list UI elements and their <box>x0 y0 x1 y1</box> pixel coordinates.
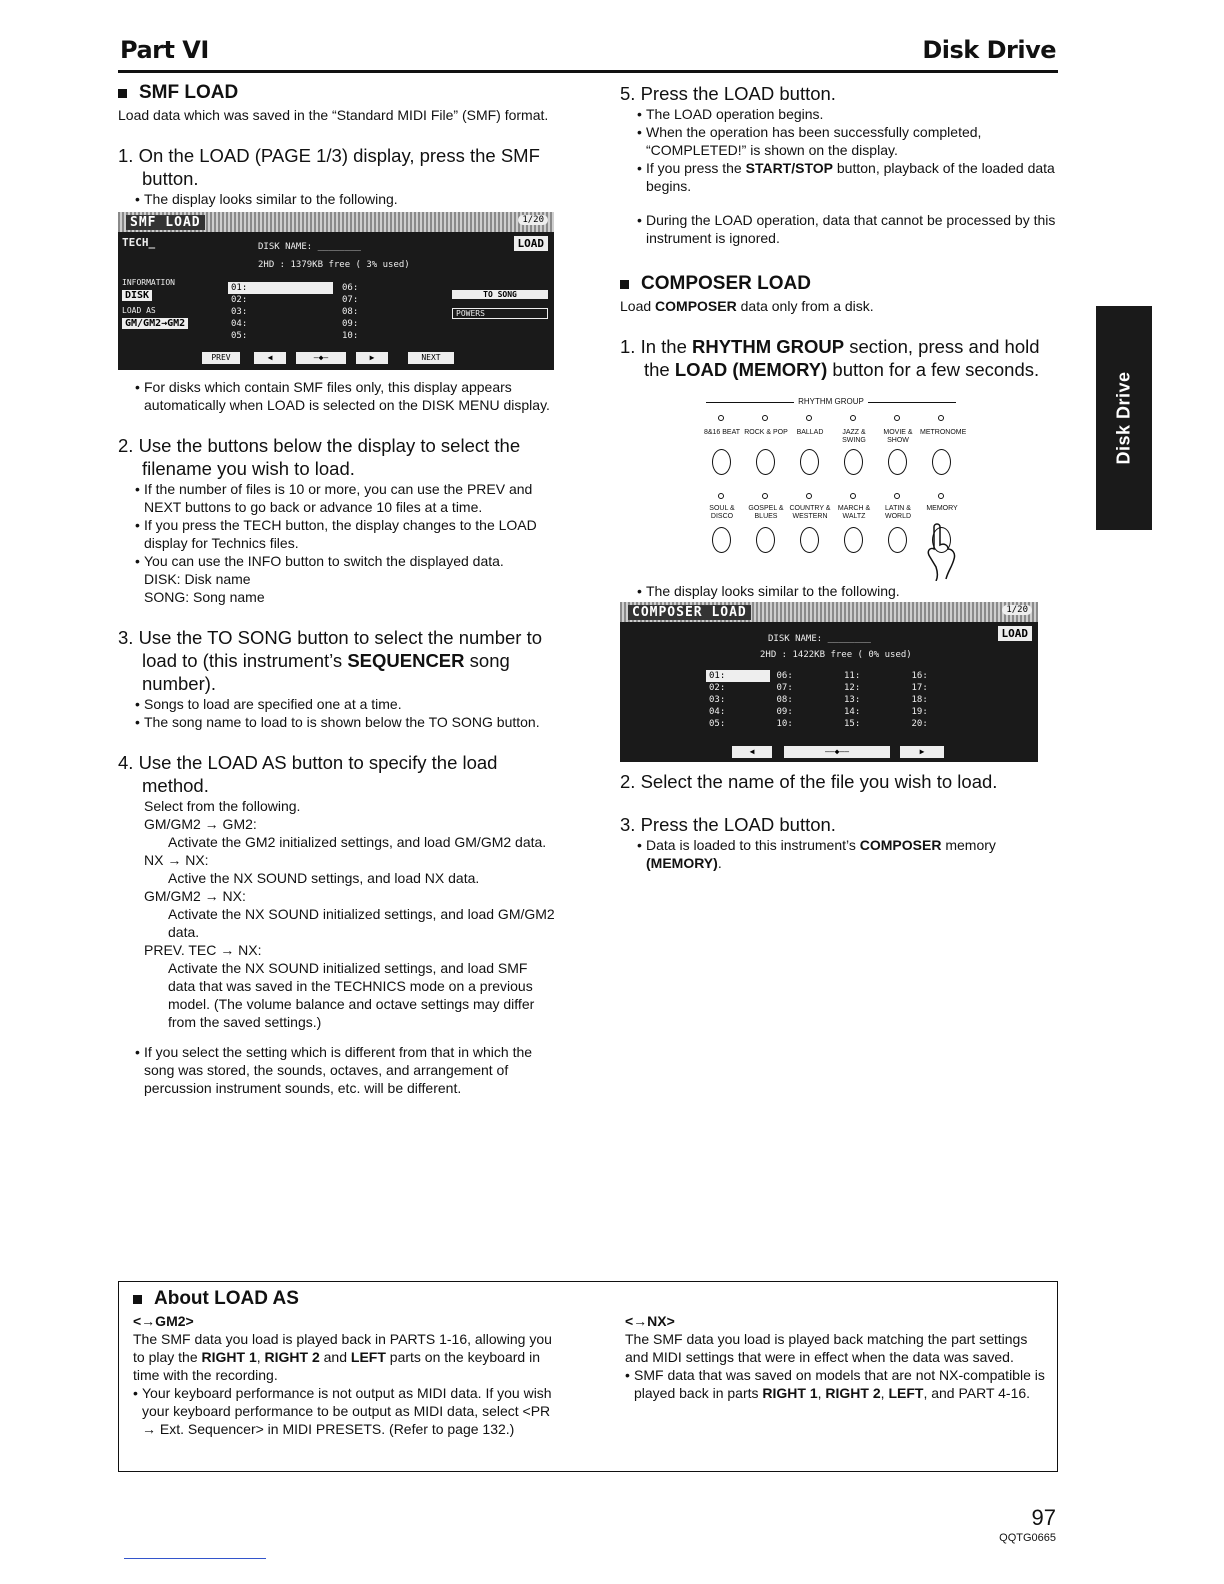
indicator-led-icon <box>938 415 944 421</box>
option-gm-nx: GM/GM2 → NX: <box>144 888 246 904</box>
info-label: INFORMATION <box>122 278 175 287</box>
step-4-note: • If you select the setting which is different from that in which the song was stored, the sounds, octaves, and arrangement of percussion instrument sounds, etc. will be different. <box>118 1043 556 1097</box>
rhythm-button[interactable] <box>756 449 775 475</box>
step-3: 3. Use the TO SONG button to select the number to load to (this instrument’s SEQUENCER song number). <box>118 627 543 694</box>
file-slot[interactable]: 19: <box>911 707 928 717</box>
step-5-bullet-2: • When the operation has been successfully completed, “COMPLETED!” is shown on the display. <box>620 123 1060 159</box>
page-indicator: 1/20 <box>518 215 548 225</box>
option-prev-tec: PREV. TEC → NX: <box>144 942 262 958</box>
gm2-bullet: • Your keyboard performance is not output as MIDI data. If you wish your keyboard performance to be output as MIDI data, select <PR → Ext. Sequencer> in MIDI PRESETS. (Refer to page 132.) <box>133 1384 559 1438</box>
file-slot[interactable]: 03: <box>709 695 726 705</box>
option-gm-nx-desc: Activate the NX SOUND initialized settings, and load GM/GM2 data. <box>168 906 555 940</box>
file-slot[interactable]: 06: <box>342 283 359 293</box>
file-list <box>706 670 972 730</box>
load-as-label: LOAD AS <box>122 306 156 315</box>
load-as-button[interactable]: GM/GM2→GM2 <box>122 318 188 329</box>
file-slot[interactable]: 03: <box>231 307 248 317</box>
file-slot[interactable]: 11: <box>844 671 861 681</box>
display-title: SMF LOAD <box>126 215 205 230</box>
rhythm-label: MOVIE & SHOW <box>883 429 913 444</box>
rhythm-label: MEMORY <box>926 505 958 512</box>
rhythm-button[interactable] <box>844 527 863 553</box>
disk-name: DISK NAME: ________ <box>258 242 361 252</box>
rhythm-button[interactable] <box>800 449 819 475</box>
rhythm-label: GOSPEL & BLUES <box>748 505 784 520</box>
about-load-as-box <box>118 1281 1058 1472</box>
file-slot[interactable]: 02: <box>231 295 248 305</box>
file-slot[interactable]: 05: <box>231 331 248 341</box>
indicator-led-icon <box>894 415 900 421</box>
left-arrow-button[interactable]: ◀ <box>254 352 286 364</box>
info-disk-button[interactable]: DISK <box>122 290 152 301</box>
rhythm-button[interactable] <box>712 449 731 475</box>
indicator-led-icon <box>850 415 856 421</box>
indicator-led-icon <box>762 493 768 499</box>
smf-load-display <box>118 212 554 370</box>
option-gm-gm2: GM/GM2 → GM2: <box>144 816 257 832</box>
display-title: COMPOSER LOAD <box>628 605 751 620</box>
option-nx-nx: NX → NX: <box>144 852 209 868</box>
file-slot[interactable]: 09: <box>776 707 793 717</box>
indicator-led-icon <box>806 493 812 499</box>
step-4: 4. Use the LOAD AS button to specify the load method. <box>118 752 498 796</box>
load-button[interactable]: LOAD <box>998 626 1033 641</box>
rhythm-group-label: RHYTHM GROUP <box>706 397 956 406</box>
box-left-column <box>133 1288 559 1438</box>
step-2: 2. Use the buttons below the display to select the filename you wish to load. <box>118 435 521 479</box>
smf-intro: Load data which was saved in the “Standard MIDI File” (SMF) format. <box>118 107 549 123</box>
step-3-bullet-2: • The song name to load to is shown below the TO SONG button. <box>118 713 556 731</box>
box-title: About LOAD AS <box>133 1288 559 1310</box>
prev-button[interactable]: PREV <box>202 352 240 364</box>
section-title-composer: COMPOSER LOAD <box>620 273 1060 295</box>
indicator-led-icon <box>718 493 724 499</box>
tech-button[interactable]: TECH_ <box>122 236 156 249</box>
step-2-bullet-1: • If the number of files is 10 or more, you can use the PREV and NEXT buttons to go back or advance 10 files at a time. <box>118 480 556 516</box>
chapter-tab: Disk Drive <box>1096 306 1152 530</box>
gm2-description: The SMF data you load is played back in PARTS 1-16, allowing you to play the RIGHT 1, RIGHT 2 and LEFT parts on the keyboard in time with the recording. <box>133 1331 552 1383</box>
nx-bullet: • SMF data that was saved on models that are not NX-compatible is played back in parts RIGHT 1, RIGHT 2, LEFT, and PART 4-16. <box>625 1366 1049 1402</box>
indicator-led-icon <box>718 415 724 421</box>
rhythm-button[interactable] <box>756 527 775 553</box>
left-column <box>118 82 556 1097</box>
file-slot[interactable]: 07: <box>776 683 793 693</box>
page-number: 97 <box>1031 1505 1056 1530</box>
file-slot[interactable]: 01: <box>706 670 770 682</box>
right-column <box>620 82 1060 872</box>
step-1-note: • For disks which contain SMF files only, this display appears automatically when LOAD is selected on the DISK MENU display. <box>118 378 556 414</box>
indicator-led-icon <box>894 493 900 499</box>
file-slot[interactable]: 10: <box>776 719 793 729</box>
next-button[interactable]: NEXT <box>408 352 454 364</box>
file-slot[interactable]: 13: <box>844 695 861 705</box>
chapter-heading: Disk Drive <box>922 36 1056 64</box>
rhythm-label: JAZZ & SWING <box>842 429 866 444</box>
to-song-button[interactable]: TO SONG <box>452 290 548 299</box>
file-slot[interactable]: 01: <box>228 282 333 294</box>
rhythm-label: 8&16 BEAT <box>703 429 741 436</box>
bullet-square-icon <box>118 89 127 98</box>
header-rule <box>118 70 1058 73</box>
rhythm-label: MARCH & WALTZ <box>837 505 871 520</box>
file-slot[interactable]: 18: <box>911 695 928 705</box>
option-prev-tec-desc: Activate the NX SOUND initialized settings, and load SMF data that was saved in the TECHNICS mode on a previous model. (The volume balance and octave settings may differ from the saved settings.) <box>168 960 535 1030</box>
composer-step-2: 2. Select the name of the file you wish to load. <box>620 771 998 792</box>
file-slot[interactable]: 04: <box>709 707 726 717</box>
step-1: 1. On the LOAD (PAGE 1/3) display, press the SMF button. <box>118 145 540 189</box>
section-title-smf: SMF LOAD <box>118 82 556 104</box>
load-button[interactable]: LOAD <box>514 236 549 251</box>
file-slot[interactable]: 02: <box>709 683 726 693</box>
file-slot[interactable]: 20: <box>911 719 928 729</box>
file-list <box>228 282 444 342</box>
left-arrow-button[interactable]: ◀ <box>732 746 772 758</box>
composer-load-display <box>620 602 1038 762</box>
step-2-bullet-3: • You can use the INFO button to switch the displayed data. <box>118 552 556 570</box>
composer-step-1: 1. In the RHYTHM GROUP section, press and hold the LOAD (MEMORY) button for a few seconds. <box>620 336 1040 380</box>
indicator-led-icon <box>938 493 944 499</box>
composer-step-1-bullet: • The display looks similar to the following. <box>620 582 1060 600</box>
disk-name: DISK NAME: ________ <box>768 634 871 644</box>
rhythm-button[interactable] <box>844 449 863 475</box>
page-code: QQTG0665 <box>999 1532 1056 1544</box>
file-slot[interactable]: 07: <box>342 295 359 305</box>
scroll-slider[interactable]: ——◆—— <box>784 746 890 758</box>
file-slot[interactable]: 17: <box>911 683 928 693</box>
rhythm-label: LATIN & WORLD <box>884 505 912 520</box>
composer-step-3-bullet: • Data is loaded to this instrument’s COMPOSER memory (MEMORY). <box>620 836 1060 872</box>
rhythm-label: METRONOME <box>920 429 967 436</box>
indicator-led-icon <box>806 415 812 421</box>
indicator-led-icon <box>850 493 856 499</box>
rhythm-label: BALLAD <box>796 429 824 436</box>
file-slot[interactable]: 14: <box>844 707 861 717</box>
file-slot[interactable]: 06: <box>776 671 793 681</box>
rhythm-button[interactable] <box>888 527 907 553</box>
rhythm-label: SOUL & DISCO <box>709 505 735 520</box>
step-5-note: • During the LOAD operation, data that cannot be processed by this instrument is ignored. <box>620 211 1060 247</box>
disk-free: 2HD : 1422KB free ( 0% used) <box>760 650 912 660</box>
file-slot[interactable]: 10: <box>342 331 359 341</box>
part-heading: Part VI <box>120 36 209 64</box>
nx-description: The SMF data you load is played back matching the part settings and MIDI settings that were in effect when the data was saved. <box>625 1331 1028 1365</box>
nx-heading: <→NX> <box>625 1313 675 1329</box>
bullet-square-icon <box>620 280 629 289</box>
rhythm-label: ROCK & POP <box>744 429 788 436</box>
option-gm-gm2-desc: Activate the GM2 initialized settings, and load GM/GM2 data. <box>168 834 547 850</box>
scroll-slider[interactable]: —◆— <box>296 352 346 364</box>
step-1-bullet: • The display looks similar to the following. <box>118 190 556 208</box>
step-3-bullet-1: • Songs to load are specified one at a time. <box>118 695 556 713</box>
box-right-column <box>625 1312 1049 1402</box>
rhythm-group-panel <box>703 397 967 582</box>
page-indicator: 1/20 <box>1002 605 1032 615</box>
file-slot[interactable]: 04: <box>231 319 248 329</box>
bullet-square-icon <box>133 1295 142 1304</box>
step-5-bullet-3: • If you press the START/STOP button, playback of the loaded data begins. <box>620 159 1060 195</box>
file-slot[interactable]: 08: <box>342 307 359 317</box>
gm2-heading: <→GM2> <box>133 1313 194 1329</box>
step-4-intro: Select from the following. <box>144 798 301 814</box>
option-nx-nx-desc: Active the NX SOUND settings, and load NX data. <box>168 870 480 886</box>
file-slot[interactable]: 16: <box>911 671 928 681</box>
rhythm-button[interactable] <box>712 527 731 553</box>
file-slot[interactable]: 15: <box>844 719 861 729</box>
rhythm-button[interactable] <box>888 449 907 475</box>
file-slot[interactable]: 08: <box>776 695 793 705</box>
song-name-field: POWERS <box>452 308 548 319</box>
rhythm-label: COUNTRY & WESTERN <box>789 505 831 520</box>
right-arrow-button[interactable]: ▶ <box>900 746 944 758</box>
step-2-disk-line: DISK: Disk name <box>144 571 251 587</box>
indicator-led-icon <box>762 415 768 421</box>
rhythm-button[interactable] <box>932 449 951 475</box>
disk-free: 2HD : 1379KB free ( 3% used) <box>258 260 410 270</box>
step-2-song-line: SONG: Song name <box>144 589 265 605</box>
composer-intro: Load COMPOSER data only from a disk. <box>620 298 874 314</box>
file-slot[interactable]: 09: <box>342 319 359 329</box>
composer-step-3: 3. Press the LOAD button. <box>620 814 836 835</box>
footer-line <box>124 1558 266 1559</box>
step-2-bullet-2: • If you press the TECH button, the display changes to the LOAD display for Technics files. <box>118 516 556 552</box>
step-5-bullet-1: • The LOAD operation begins. <box>620 105 1060 123</box>
right-arrow-button[interactable]: ▶ <box>356 352 388 364</box>
step-5: 5. Press the LOAD button. <box>620 83 836 104</box>
file-slot[interactable]: 12: <box>844 683 861 693</box>
pressing-hand-icon <box>924 521 964 581</box>
file-slot[interactable]: 05: <box>709 719 726 729</box>
rhythm-button[interactable] <box>800 527 819 553</box>
